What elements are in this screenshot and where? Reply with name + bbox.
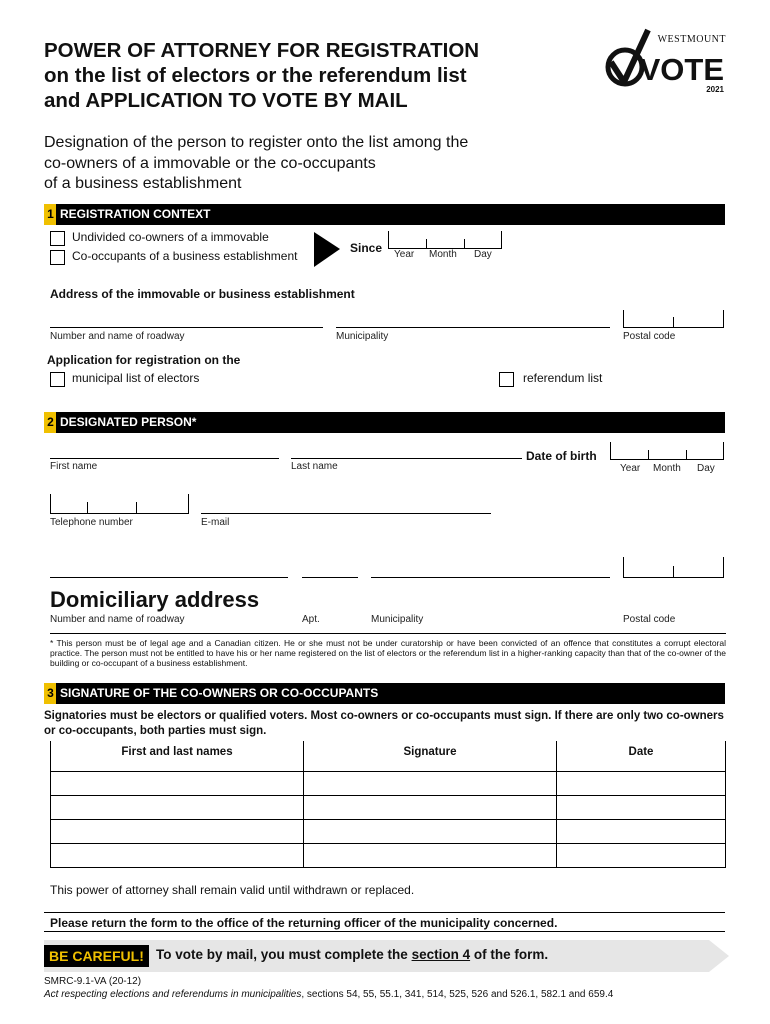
section-2-title: DESIGNATED PERSON*: [60, 415, 197, 429]
careful-text-before: To vote by mail, you must complete the: [156, 947, 408, 962]
table-row: [51, 772, 726, 796]
since-year-label: Year: [394, 249, 415, 260]
dob-day-label: Day: [697, 463, 715, 474]
logo-year: 2021: [706, 85, 724, 92]
telephone-label: Telephone number: [50, 517, 133, 528]
last-name-field[interactable]: [291, 458, 522, 459]
domiciliary-heading: Domiciliary address: [50, 587, 260, 612]
referendum-list-checkbox[interactable]: [499, 372, 514, 387]
since-date-field[interactable]: [388, 231, 501, 249]
since-day-label: Day: [474, 249, 492, 260]
form-code: SMRC-9.1-VA (20-12): [44, 976, 142, 987]
roadway-label: Number and name of roadway: [50, 331, 185, 342]
domicile-municipality-label: Municipality: [371, 614, 424, 625]
coowners-label: Undivided co-owners of a immovable: [72, 230, 269, 244]
subtitle-line-1: Designation of the person to register onto the list among the: [44, 134, 469, 151]
return-note: Please return the form to the office of the returning officer of the municipality concerned.: [50, 916, 558, 930]
subtitle-line-2: co-owners of a immovable or the co-occupants: [44, 154, 376, 172]
referendum-list-label: referendum list: [523, 371, 603, 385]
signature-table: [50, 741, 726, 868]
municipal-list-checkbox[interactable]: [50, 372, 65, 387]
act-reference: [44, 989, 613, 1000]
note-divider: [50, 633, 726, 634]
date-cell[interactable]: [557, 820, 726, 844]
application-heading: Application for registration on the: [47, 353, 241, 367]
cooccupants-label: Co-occupants of a business establishment: [72, 249, 298, 263]
logo-top-text: WESTMOUNT: [657, 34, 726, 45]
subtitle-line-3: of a business establishment: [44, 175, 242, 192]
signature-cell[interactable]: [304, 844, 557, 868]
title-line-2: on the list of electors or the referendum list: [44, 64, 467, 87]
act-sections: , sections 54, 55, 55.1, 341, 514, 525, 526 and 526.1, 582.1 and 659.4: [301, 989, 614, 1000]
column-header-date: Date: [557, 741, 726, 772]
dob-month-label: Month: [653, 463, 681, 474]
westmount-vote-logo: [600, 22, 728, 92]
domicile-apt-label: Apt.: [302, 614, 320, 625]
coowners-checkbox[interactable]: [50, 231, 65, 246]
name-cell[interactable]: [51, 796, 304, 820]
section-1-header: [44, 204, 725, 225]
municipal-list-label: municipal list of electors: [72, 371, 200, 385]
municipality-label: Municipality: [336, 331, 389, 342]
form-title: [44, 38, 479, 113]
return-bottom-rule: [44, 931, 725, 932]
domicile-municipality-field[interactable]: [371, 577, 610, 578]
be-careful-badge: BE CAREFUL!: [44, 945, 149, 967]
section-2-header: [44, 412, 725, 433]
section-3-header: [44, 683, 725, 704]
return-top-rule: [44, 912, 725, 913]
dob-field[interactable]: [610, 442, 723, 460]
column-header-names: First and last names: [51, 741, 304, 772]
form-subtitle: [44, 133, 468, 195]
legal-age-note: * This person must be of legal age and a Canadian citizen. He or she must not be under curatorship or have been convicted of an offence that constitutes a corrupt electoral practice. The person must not be entitled to have his or her name registered on the list of electors or the referendum list in a higher-ranking capacity than that of the co-owner of the building or co-occupant of a business establishment.: [50, 638, 726, 668]
domicile-roadway-label: Number and name of roadway: [50, 614, 185, 625]
domicile-apt-field[interactable]: [302, 577, 358, 578]
signature-cell[interactable]: [304, 796, 557, 820]
column-header-signature: Signature: [304, 741, 557, 772]
domicile-roadway-field[interactable]: [50, 577, 288, 578]
since-label: Since: [350, 241, 383, 255]
date-cell[interactable]: [557, 796, 726, 820]
dob-label: Date of birth: [526, 449, 597, 463]
table-row: [51, 844, 726, 868]
first-name-field[interactable]: [50, 458, 279, 459]
dob-year-label: Year: [620, 463, 641, 474]
title-line-1: POWER OF ATTORNEY FOR REGISTRATION: [44, 39, 480, 62]
section-4-link[interactable]: section 4: [411, 947, 471, 962]
act-title: Act respecting elections and referendums in municipalities: [44, 989, 302, 1000]
email-field[interactable]: [201, 513, 491, 514]
name-cell[interactable]: [51, 772, 304, 796]
last-name-label: Last name: [291, 461, 338, 472]
section-2-number: 2: [44, 412, 56, 433]
domicile-postal-field[interactable]: [623, 557, 723, 578]
roadway-field[interactable]: [50, 327, 323, 328]
table-row: [51, 820, 726, 844]
signature-instructions: Signatories must be electors or qualified voters. Most co-owners or co-occupants must sign. If there are only two co-owners or co-occupants, both parties must sign.: [44, 710, 724, 737]
section-3-number: 3: [44, 683, 56, 704]
cooccupants-checkbox[interactable]: [50, 250, 65, 265]
first-name-label: First name: [50, 461, 98, 472]
section-3-title: SIGNATURE OF THE CO-OWNERS OR CO-OCCUPANTS: [60, 686, 379, 700]
bracket-arrow-icon: [312, 232, 346, 268]
email-label: E-mail: [201, 517, 230, 528]
careful-text-after: of the form.: [473, 947, 549, 962]
table-row: [51, 796, 726, 820]
date-cell[interactable]: [557, 844, 726, 868]
telephone-field[interactable]: [50, 494, 188, 514]
municipality-field[interactable]: [336, 327, 610, 328]
address-heading: Address of the immovable or business establishment: [50, 287, 355, 301]
signature-cell[interactable]: [304, 820, 557, 844]
title-line-3: and APPLICATION TO VOTE BY MAIL: [44, 89, 408, 112]
since-month-label: Month: [429, 249, 457, 260]
careful-message: [156, 947, 548, 962]
logo-word: VOTE: [639, 52, 724, 87]
signature-cell[interactable]: [304, 772, 557, 796]
date-cell[interactable]: [557, 772, 726, 796]
domicile-postal-label: Postal code: [623, 614, 676, 625]
signature-table-header: [51, 741, 726, 772]
name-cell[interactable]: [51, 820, 304, 844]
section-1-number: 1: [44, 204, 56, 225]
section-1-title: REGISTRATION CONTEXT: [60, 207, 211, 221]
postal-code-field[interactable]: [623, 310, 723, 328]
postal-label: Postal code: [623, 331, 676, 342]
validity-note: This power of attorney shall remain valid until withdrawn or replaced.: [50, 883, 415, 897]
name-cell[interactable]: [51, 844, 304, 868]
